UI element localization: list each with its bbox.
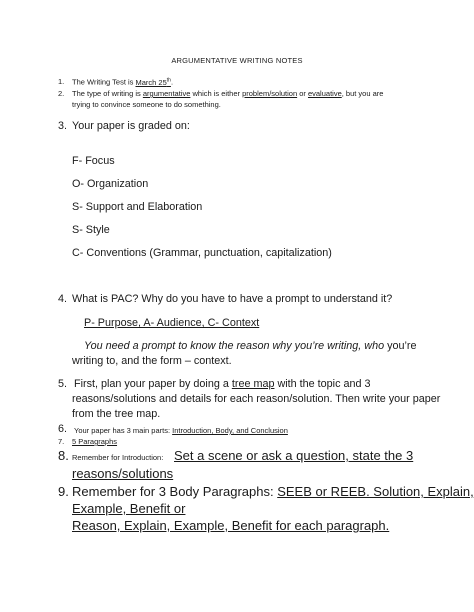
test-date-suffix: th [166, 77, 171, 83]
writing-type-prefix: The type of writing is [72, 89, 143, 98]
writing-type-mid: which is either [190, 89, 243, 98]
list-number-2: 2. [58, 89, 65, 98]
tree-map-line-2: reasons/solutions and details for each reason/solution. Then write your paper [72, 393, 441, 405]
tree-map-term: tree map [231, 378, 275, 390]
test-date [135, 77, 174, 87]
list-number-9: 9. [58, 484, 69, 499]
test-date-line [72, 77, 173, 87]
graded-on-heading: Your paper is graded on: [72, 120, 190, 132]
main-parts-list: Introduction, Body, and Conclusion [172, 426, 288, 435]
type-option-problem-solution: problem/solution [242, 89, 298, 98]
writing-type-line-2: trying to convince someone to do something. [72, 100, 221, 109]
list-number-4: 4. [58, 293, 68, 305]
test-date-value: March 25 [135, 77, 167, 87]
writing-type-post: , but you are [341, 89, 384, 98]
main-parts-prefix: Your paper has 3 main parts: [74, 426, 173, 435]
page-title: ARGUMENTATIVE WRITING NOTES [171, 56, 303, 65]
criterion-focus: F- Focus [72, 155, 115, 167]
tree-map-prefix: First, plan your paper by doing a [74, 378, 232, 390]
list-number-3: 3. [58, 120, 68, 132]
body-reminder-line-1 [72, 484, 474, 499]
pac-question: What is PAC? Why do you have to have a prompt to understand it? [72, 293, 393, 305]
intro-reminder-label: Remember for Introduction: [72, 453, 164, 462]
list-number-7: 7. [58, 437, 65, 446]
criterion-style: S- Style [72, 224, 110, 236]
paragraph-count: 5 Paragraphs [72, 437, 118, 446]
intro-reminder-text-2: reasons/solutions [72, 466, 174, 481]
criterion-organization: O- Organization [72, 178, 149, 190]
list-number-8: 8. [58, 448, 69, 463]
type-option-evaluative: evaluative [307, 89, 342, 98]
writing-type-line [72, 89, 383, 98]
writing-type-or: or [297, 89, 308, 98]
criterion-support: S- Support and Elaboration [72, 201, 203, 213]
tree-map-suffix: with the topic and 3 [274, 378, 371, 390]
criterion-conventions: C- Conventions (Grammar, punctuation, capitalization) [72, 247, 332, 259]
list-number-6: 6. [58, 423, 68, 435]
body-reminder-text-3: Reason, Explain, Example, Benefit for each paragraph. [72, 518, 390, 533]
main-parts-line [74, 426, 288, 435]
pac-definition: P- Purpose, A- Audience, C- Context [84, 317, 260, 329]
test-date-period: . [170, 77, 174, 87]
list-number-1: 1. [58, 77, 65, 86]
pac-explanation-line-1 [84, 340, 417, 352]
pac-explanation-line-2: writing to, and the form – context. [72, 355, 232, 367]
tree-map-line-3: from the tree map. [72, 408, 161, 420]
list-number-5: 5. [58, 378, 68, 390]
body-reminder-text: SEEB or REEB. Solution, Explain, [277, 484, 474, 499]
pac-explanation-italic: You need a prompt to know the reason why you’re writing, who [84, 340, 385, 352]
test-date-prefix: The Writing Test is [72, 77, 136, 87]
body-reminder-text-2: Example, Benefit or [72, 501, 186, 516]
writing-type: argumentative [142, 89, 191, 98]
intro-reminder-text: Set a scene or ask a question, state the 3 [174, 448, 414, 463]
body-reminder-label: Remember for 3 Body Paragraphs: [72, 484, 278, 499]
pac-explanation-normal: you’re [384, 340, 417, 352]
tree-map-line-1 [74, 378, 371, 390]
